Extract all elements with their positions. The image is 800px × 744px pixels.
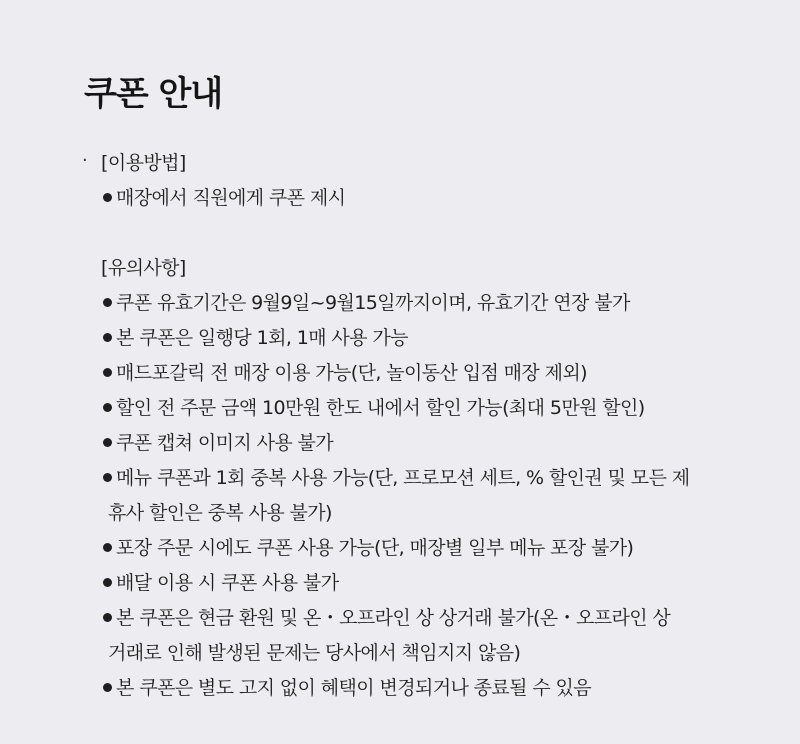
bullet-icon (103, 578, 112, 587)
bullet-icon (103, 403, 112, 412)
bullet-icon (103, 438, 112, 447)
list-item: 메뉴 쿠폰과 1회 중복 사용 가능(단, 프로모션 세트, % 할인권 및 모든 제 휴사 할인은 중복 사용 불가) (101, 461, 741, 531)
list-item: 본 쿠폰은 현금 환원 및 온・오프라인 상 상거래 불가(온・오프라인 상 거래로 인해 발생된 문제는 당사에서 책임지지 않음) (101, 601, 741, 671)
list-bullet: · (82, 150, 88, 171)
list-item: 할인 전 주문 금액 10만원 한도 내에서 할인 가능(최대 5만원 할인) (101, 391, 741, 426)
section-heading-notes: [유의사항] (101, 257, 186, 279)
bullet-icon (103, 473, 112, 482)
bullet-icon (103, 683, 112, 692)
list-item: 본 쿠폰은 일행당 1회, 1매 사용 가능 (101, 321, 741, 356)
list-item: 쿠폰 유효기간은 9월9일~9월15일까지이며, 유효기간 연장 불가 (101, 286, 741, 321)
bullet-icon (103, 333, 112, 342)
list-item: 포장 주문 시에도 쿠폰 사용 가능(단, 매장별 일부 메뉴 포장 불가) (101, 531, 741, 566)
coupon-info-content (101, 146, 741, 706)
section-heading-usage: [이용방법] (101, 152, 186, 174)
bullet-icon (103, 193, 112, 202)
bullet-icon (103, 613, 112, 622)
list-item: 본 쿠폰은 별도 고지 없이 혜택이 변경되거나 종료될 수 있음 (101, 671, 741, 706)
bullet-icon (103, 368, 112, 377)
list-item: 매장에서 직원에게 쿠폰 제시 (101, 181, 741, 216)
bullet-icon (103, 298, 112, 307)
bullet-icon (103, 543, 112, 552)
list-item: 배달 이용 시 쿠폰 사용 불가 (101, 566, 741, 601)
list-item: 매드포갈릭 전 매장 이용 가능(단, 놀이동산 입점 매장 제외) (101, 356, 741, 391)
page-title: 쿠폰 안내 (84, 74, 223, 114)
list-item: 쿠폰 캡쳐 이미지 사용 불가 (101, 426, 741, 461)
